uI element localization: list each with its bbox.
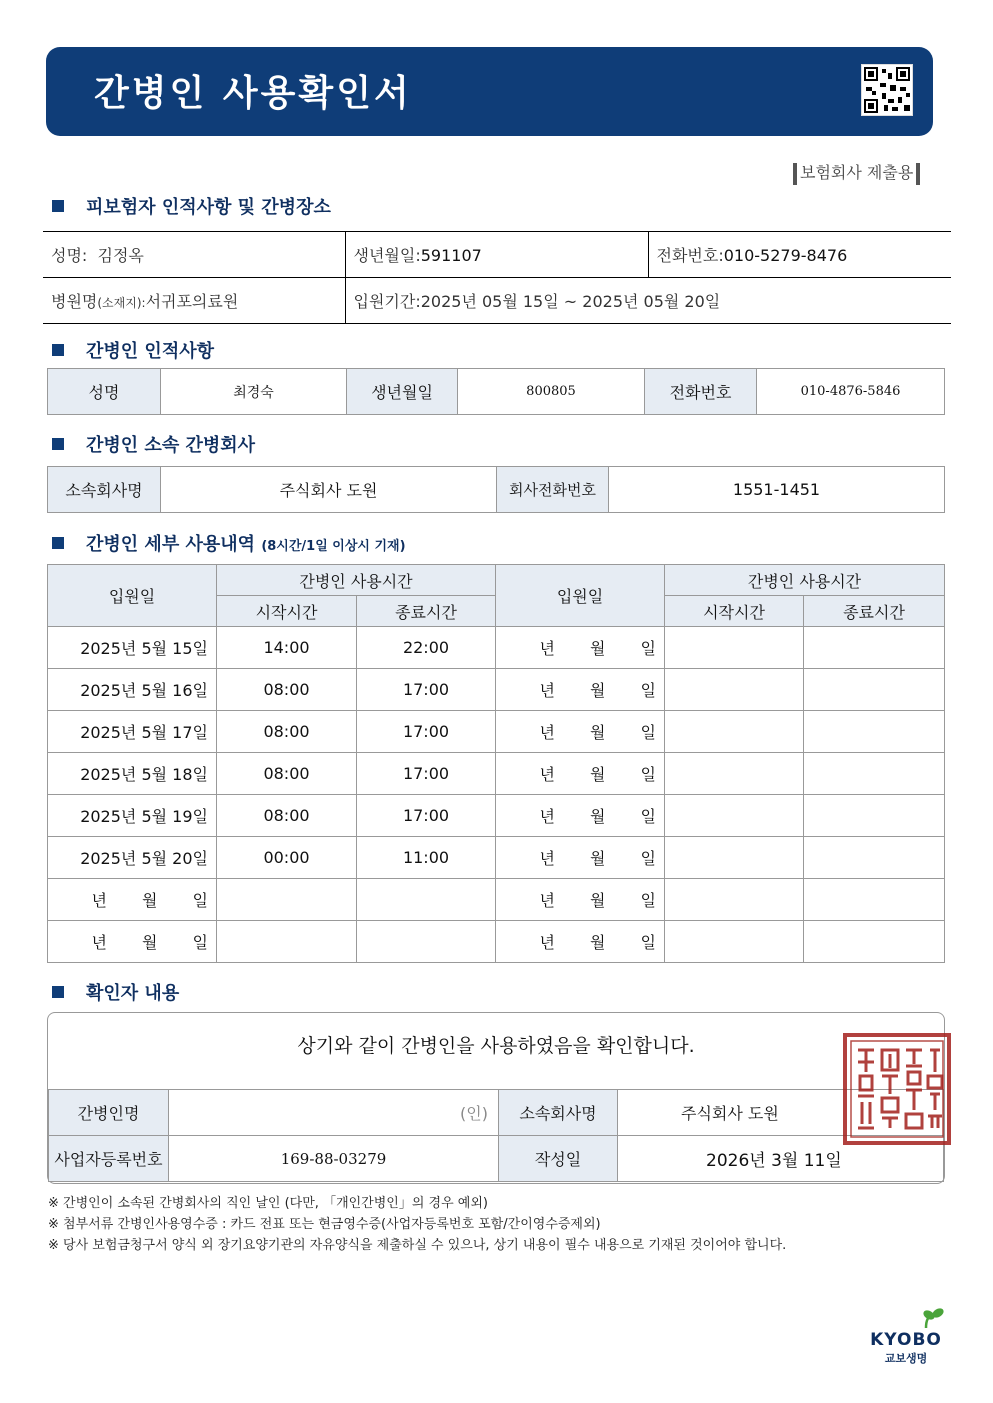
caregiver-table bbox=[47, 368, 945, 415]
row-start-time bbox=[217, 921, 357, 963]
row-end-time-right bbox=[804, 669, 945, 711]
section-title-confirmer: 확인자 내용 bbox=[52, 979, 179, 1005]
row-start-time-right bbox=[665, 627, 804, 669]
caregiver-seal-mark: (인) bbox=[169, 1090, 499, 1136]
row-end-time bbox=[357, 921, 496, 963]
row-end-time: 17:00 bbox=[357, 711, 496, 753]
submit-label: 보험회사 제출용 bbox=[790, 160, 923, 185]
patient-phone-cell: 전화번호:010-5279-8476 bbox=[648, 232, 951, 278]
note-2: ※ 첨부서류 간병인사용영수증 : 카드 전표 또는 현금영수증(사업자등록번호 포함/간이영수증제외) bbox=[48, 1217, 601, 1232]
row-start-time: 08:00 bbox=[217, 753, 357, 795]
end-header-left: 종료시간 bbox=[357, 596, 496, 627]
biz-no-label: 사업자등록번호 bbox=[49, 1136, 169, 1182]
title-banner bbox=[46, 47, 933, 136]
row-end-time: 22:00 bbox=[357, 627, 496, 669]
patient-name-cell: 성명: 김정옥 bbox=[43, 232, 345, 278]
date-header-right: 입원일 bbox=[496, 565, 665, 627]
row-end-time-right bbox=[804, 753, 945, 795]
patient-birth-cell: 생년월일:591107 bbox=[345, 232, 648, 278]
date-header-left: 입원일 bbox=[48, 565, 217, 627]
row-start-time-right bbox=[665, 879, 804, 921]
logo-text-en: KYOBO bbox=[870, 1330, 942, 1350]
sprout-icon bbox=[868, 1308, 944, 1330]
biz-no: 169-88-03279 bbox=[169, 1136, 499, 1182]
row-date: 2025년 5월 16일 bbox=[48, 669, 217, 711]
note-3: ※ 당사 보험금청구서 양식 외 장기요양기관의 자유양식을 제출하실 수 있으나, 상기 내용이 필수 내용으로 기재된 것이어야 합니다. bbox=[48, 1238, 787, 1253]
row-start-time: 00:00 bbox=[217, 837, 357, 879]
row-date: 2025년 5월 15일 bbox=[48, 627, 217, 669]
qr-code-icon bbox=[861, 64, 913, 116]
company-name-label: 소속회사명 bbox=[48, 467, 161, 513]
start-header-left: 시작시간 bbox=[217, 596, 357, 627]
row-date-right: 년 월 일 bbox=[496, 795, 665, 837]
table-row bbox=[48, 879, 945, 921]
table-row bbox=[48, 753, 945, 795]
time-header-right: 간병인 사용시간 bbox=[665, 565, 945, 596]
row-date: 2025년 5월 19일 bbox=[48, 795, 217, 837]
caregiver-name-label: 성명 bbox=[48, 369, 161, 415]
row-end-time bbox=[357, 879, 496, 921]
row-end-time: 17:00 bbox=[357, 753, 496, 795]
table-row bbox=[48, 669, 945, 711]
row-date: 년 월 일 bbox=[48, 921, 217, 963]
row-end-time-right bbox=[804, 627, 945, 669]
confirmation-message: 상기와 같이 간병인을 사용하였음을 확인합니다. bbox=[297, 1035, 695, 1057]
row-date-right: 년 월 일 bbox=[496, 753, 665, 795]
row-end-time-right bbox=[804, 879, 945, 921]
row-date: 2025년 5월 18일 bbox=[48, 753, 217, 795]
company-seal bbox=[842, 1032, 952, 1146]
start-header-right: 시작시간 bbox=[665, 596, 804, 627]
confirm-company-label: 소속회사명 bbox=[499, 1090, 618, 1136]
row-start-time: 08:00 bbox=[217, 711, 357, 753]
row-start-time-right bbox=[665, 837, 804, 879]
row-start-time-right bbox=[665, 669, 804, 711]
note-1: ※ 간병인이 소속된 간병회사의 직인 날인 (다만, 「개인간병인」의 경우 예외) bbox=[48, 1196, 488, 1211]
written-date-label: 작성일 bbox=[499, 1136, 618, 1182]
row-end-time: 17:00 bbox=[357, 795, 496, 837]
company-phone-label: 회사전화번호 bbox=[497, 467, 609, 513]
row-start-time-right bbox=[665, 753, 804, 795]
caregiver-birth-label: 생년월일 bbox=[347, 369, 458, 415]
row-date-right: 년 월 일 bbox=[496, 669, 665, 711]
admission-period-cell: 입원기간:2025년 05월 15일 ~ 2025년 05월 20일 bbox=[345, 278, 951, 324]
caregiver-birth: 800805 bbox=[458, 369, 645, 415]
row-date: 2025년 5월 20일 bbox=[48, 837, 217, 879]
row-start-time bbox=[217, 879, 357, 921]
row-date: 년 월 일 bbox=[48, 879, 217, 921]
row-start-time: 14:00 bbox=[217, 627, 357, 669]
row-end-time-right bbox=[804, 921, 945, 963]
confirm-company: 주식회사 도원 bbox=[618, 1090, 944, 1136]
row-start-time-right bbox=[665, 921, 804, 963]
section-title-patient: 피보험자 인적사항 및 간병장소 bbox=[52, 193, 331, 219]
row-end-time-right bbox=[804, 837, 945, 879]
page-title: 간병인 사용확인서 bbox=[94, 73, 412, 114]
notes bbox=[48, 1193, 786, 1256]
company-name: 주식회사 도원 bbox=[161, 467, 497, 513]
patient-table bbox=[43, 231, 951, 324]
row-end-time-right bbox=[804, 795, 945, 837]
section-title-caregiver: 간병인 인적사항 bbox=[52, 337, 214, 363]
row-start-time-right bbox=[665, 711, 804, 753]
row-date-right: 년 월 일 bbox=[496, 711, 665, 753]
row-end-time: 17:00 bbox=[357, 669, 496, 711]
row-start-time: 08:00 bbox=[217, 669, 357, 711]
row-date: 2025년 5월 17일 bbox=[48, 711, 217, 753]
time-header-left: 간병인 사용시간 bbox=[217, 565, 496, 596]
caregiver-sign-label: 간병인명 bbox=[49, 1090, 169, 1136]
section-title-detail: 간병인 세부 사용내역 (8시간/1일 이상시 기재) bbox=[52, 530, 406, 556]
caregiver-phone-label: 전화번호 bbox=[645, 369, 757, 415]
written-date: 2026년 3월 11일 bbox=[618, 1136, 944, 1182]
row-date-right: 년 월 일 bbox=[496, 837, 665, 879]
end-header-right: 종료시간 bbox=[804, 596, 945, 627]
table-row bbox=[48, 921, 945, 963]
table-row bbox=[48, 627, 945, 669]
table-row bbox=[48, 711, 945, 753]
logo-text-ko: 교보생명 bbox=[884, 1352, 928, 1365]
table-row bbox=[48, 795, 945, 837]
caregiver-name: 최경숙 bbox=[161, 369, 347, 415]
company-table bbox=[47, 466, 945, 513]
hospital-cell: 병원명(소재지):서귀포의료원 bbox=[43, 278, 345, 324]
caregiver-phone: 010-4876-5846 bbox=[757, 369, 945, 415]
row-start-time-right bbox=[665, 795, 804, 837]
row-end-time: 11:00 bbox=[357, 837, 496, 879]
confirm-left-table bbox=[48, 1089, 499, 1182]
row-date-right: 년 월 일 bbox=[496, 921, 665, 963]
row-start-time: 08:00 bbox=[217, 795, 357, 837]
row-date-right: 년 월 일 bbox=[496, 879, 665, 921]
usage-detail-table bbox=[47, 564, 945, 963]
kyobo-logo bbox=[868, 1308, 944, 1366]
company-phone: 1551-1451 bbox=[609, 467, 945, 513]
row-end-time-right bbox=[804, 711, 945, 753]
table-row bbox=[48, 837, 945, 879]
row-date-right: 년 월 일 bbox=[496, 627, 665, 669]
section-title-company: 간병인 소속 간병회사 bbox=[52, 431, 255, 457]
